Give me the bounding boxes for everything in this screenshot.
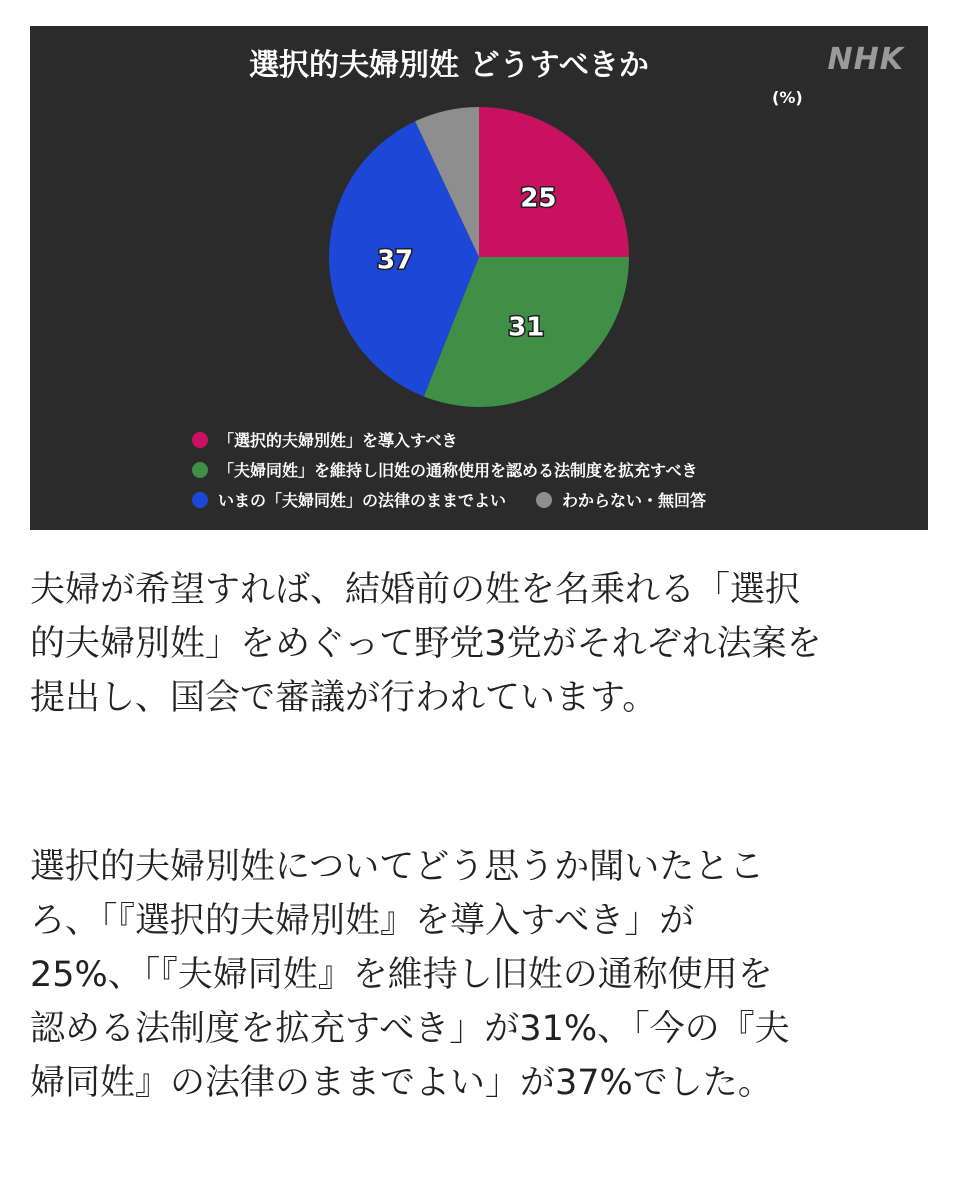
legend-item-unknown	[536, 488, 706, 511]
legend-label-introduce: 「選択的夫婦別姓」を導入すべき	[218, 431, 458, 450]
pie-value-label: 37	[376, 245, 414, 276]
legend-label-keep-current: いまの「夫婦同姓」の法律のままでよい	[218, 491, 507, 510]
article-line: 選択的夫婦別姓についてどう思うか聞いたとこ	[30, 847, 765, 887]
legend-item-expand-alias	[192, 458, 698, 481]
legend-label-expand-alias: 「夫婦同姓」を維持し旧姓の通称使用を認める法制度を拡充すべき	[218, 461, 698, 480]
unit-label: (%)	[772, 88, 803, 107]
legend-swatch-keep-current	[192, 492, 208, 508]
chart-title: 選択的夫婦別姓 どうすべきか	[249, 48, 649, 83]
article-line: ろ、「『選択的夫婦別姓』を導入すべき」が	[30, 901, 695, 941]
article-paragraph-1	[30, 563, 930, 725]
article-line: 夫婦が希望すれば、結婚前の姓を名乗れる「選択	[30, 570, 801, 610]
chart-panel	[30, 26, 928, 530]
pie-value-label: 31	[508, 312, 545, 343]
article-line: 提出し、国会で審議が行われています。	[30, 678, 658, 718]
article-line: 認める法制度を拡充すべき」が31%、「今の『夫	[30, 1009, 790, 1049]
article-line: 婦同姓』の法律のままでよい」が37%でした。	[30, 1063, 773, 1103]
legend-item-keep-current	[192, 488, 506, 511]
nhk-logo: NHK	[827, 42, 904, 77]
legend-label-unknown: わからない・無回答	[562, 491, 707, 510]
article-line: 25%、「『夫婦同姓』を維持し旧姓の通称使用を	[30, 955, 773, 995]
pie-slice-introduce	[479, 107, 629, 257]
legend-row	[192, 458, 698, 481]
article-paragraph-2	[30, 840, 930, 1110]
legend-swatch-introduce	[192, 432, 208, 448]
legend-swatch-unknown	[536, 492, 552, 508]
legend-swatch-expand-alias	[192, 462, 208, 478]
legend-row	[192, 488, 706, 511]
legend-item-introduce	[192, 428, 458, 451]
legend-row	[192, 428, 458, 451]
article-line: 的夫婦別姓」をめぐって野党3党がそれぞれ法案を	[30, 624, 822, 664]
pie-value-label: 25	[520, 183, 557, 214]
